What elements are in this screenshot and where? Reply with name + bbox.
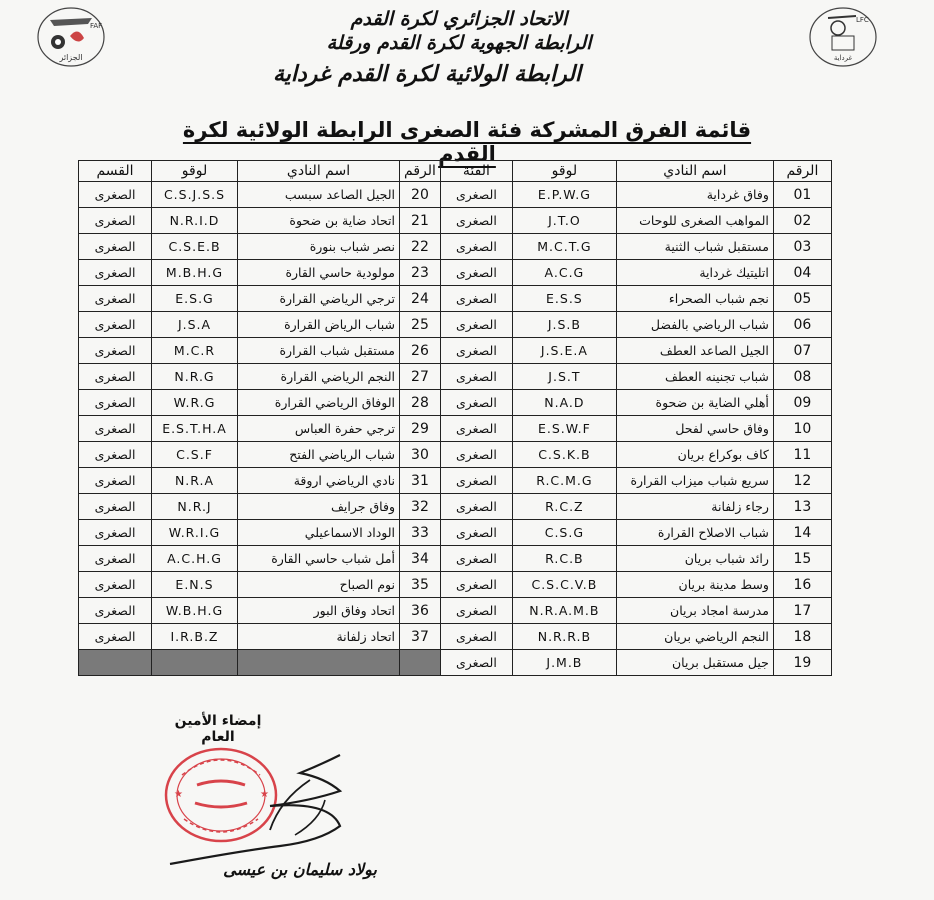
team-number: 14 <box>773 520 831 546</box>
club-category: الصغرى <box>440 572 512 598</box>
club-code: J.S.B <box>512 312 616 338</box>
table-row <box>79 338 832 364</box>
club-division: الصغرى <box>79 546 152 572</box>
svg-text:★: ★ <box>260 789 269 800</box>
team-number: 01 <box>773 182 831 208</box>
club-name: النجم الرياضي القرارة <box>238 364 400 390</box>
svg-text:FAF: FAF <box>90 22 103 30</box>
club-division: الصغرى <box>79 312 152 338</box>
club-division: الصغرى <box>79 208 152 234</box>
team-number: 05 <box>773 286 831 312</box>
club-name: جيل مستقبل بريان <box>616 650 773 676</box>
club-code: N.R.I.D <box>152 208 238 234</box>
team-number: 21 <box>400 208 441 234</box>
club-division: الصغرى <box>79 390 152 416</box>
team-number: 28 <box>400 390 441 416</box>
club-name: كاف بوكراع بريان <box>616 442 773 468</box>
table-row <box>79 234 832 260</box>
team-number: 06 <box>773 312 831 338</box>
team-number: 31 <box>400 468 441 494</box>
club-name: شباب الرياض القرارة <box>238 312 400 338</box>
club-name: ترجي الرياضي القرارة <box>238 286 400 312</box>
club-code: E.P.W.G <box>512 182 616 208</box>
club-code: C.S.E.B <box>152 234 238 260</box>
club-division <box>79 650 152 676</box>
table-row <box>79 208 832 234</box>
club-name <box>238 650 400 676</box>
club-division: الصغرى <box>79 182 152 208</box>
secretary-name: بولاد سليمان بن عيسى <box>223 860 377 879</box>
table-row <box>79 182 832 208</box>
club-category: الصغرى <box>440 364 512 390</box>
club-code: J.S.E.A <box>512 338 616 364</box>
club-name: وفاق حاسي لفحل <box>616 416 773 442</box>
club-name: شباب الاصلاح القرارة <box>616 520 773 546</box>
club-name: الوفاق الرياضي القرارة <box>238 390 400 416</box>
team-number: 08 <box>773 364 831 390</box>
header-division: القسم <box>79 161 152 182</box>
club-category: الصغرى <box>440 234 512 260</box>
club-code: N.R.R.B <box>512 624 616 650</box>
club-category: الصغرى <box>440 260 512 286</box>
club-category: الصغرى <box>440 520 512 546</box>
club-name: اتليتيك غرداية <box>616 260 773 286</box>
club-name: رائد شباب بريان <box>616 546 773 572</box>
club-name: اتحاد زلفانة <box>238 624 400 650</box>
team-number: 29 <box>400 416 441 442</box>
team-number: 26 <box>400 338 441 364</box>
club-category: الصغرى <box>440 494 512 520</box>
club-division: الصغرى <box>79 494 152 520</box>
club-name: أهلي الضاية بن ضحوة <box>616 390 773 416</box>
svg-text:LFC: LFC <box>856 16 869 24</box>
header-regional-league: الرابطة الجهوية لكرة القدم ورقلة <box>326 32 592 54</box>
team-number: 20 <box>400 182 441 208</box>
club-name: نصر شباب بنورة <box>238 234 400 260</box>
table-row <box>79 364 832 390</box>
club-division: الصغرى <box>79 468 152 494</box>
club-code: E.S.W.F <box>512 416 616 442</box>
club-code: N.R.J <box>152 494 238 520</box>
team-number: 13 <box>773 494 831 520</box>
club-category: الصغرى <box>440 442 512 468</box>
team-number: 19 <box>773 650 831 676</box>
team-number: 03 <box>773 234 831 260</box>
club-code: R.C.Z <box>512 494 616 520</box>
club-name: ترجي حفرة العباس <box>238 416 400 442</box>
club-code: J.M.B <box>512 650 616 676</box>
club-code: N.R.G <box>152 364 238 390</box>
club-code: E.S.G <box>152 286 238 312</box>
club-name: مستقبل شباب الثنية <box>616 234 773 260</box>
club-code: E.S.S <box>512 286 616 312</box>
club-code: J.S.A <box>152 312 238 338</box>
header-num: الرقم <box>400 161 441 182</box>
handwritten-signature <box>150 740 360 865</box>
club-category: الصغرى <box>440 208 512 234</box>
club-name: مدرسة امجاد بريان <box>616 598 773 624</box>
club-category: الصغرى <box>440 312 512 338</box>
table-row <box>79 468 832 494</box>
club-code: C.S.G <box>512 520 616 546</box>
table-row <box>79 520 832 546</box>
club-name: الجيل الصاعد العطف <box>616 338 773 364</box>
club-category: الصغرى <box>440 286 512 312</box>
club-division: الصغرى <box>79 260 152 286</box>
club-category: الصغرى <box>440 624 512 650</box>
club-code: C.S.C.V.B <box>512 572 616 598</box>
club-name: مستقبل شباب القرارة <box>238 338 400 364</box>
signature-title: إمضاء الأمين العام <box>174 713 262 745</box>
club-code: N.R.A.M.B <box>512 598 616 624</box>
team-number: 11 <box>773 442 831 468</box>
table-row <box>79 416 832 442</box>
club-code: M.B.H.G <box>152 260 238 286</box>
team-number: 07 <box>773 338 831 364</box>
team-number: 36 <box>400 598 441 624</box>
team-number: 25 <box>400 312 441 338</box>
team-number: 16 <box>773 572 831 598</box>
team-number: 04 <box>773 260 831 286</box>
header-club-name: اسم النادي <box>616 161 773 182</box>
team-number: 10 <box>773 416 831 442</box>
svg-text:★: ★ <box>174 789 183 800</box>
club-division: الصغرى <box>79 234 152 260</box>
header-wilaya-league: الرابطة الولائية لكرة القدم غرداية <box>272 62 582 87</box>
team-number: 33 <box>400 520 441 546</box>
team-number: 24 <box>400 286 441 312</box>
club-name: شباب تجنينه العطف <box>616 364 773 390</box>
table-row <box>79 260 832 286</box>
club-code: R.C.M.G <box>512 468 616 494</box>
club-division: الصغرى <box>79 624 152 650</box>
club-name: مولودية حاسي القارة <box>238 260 400 286</box>
club-category: الصغرى <box>440 546 512 572</box>
club-code: C.S.K.B <box>512 442 616 468</box>
club-division: الصغرى <box>79 416 152 442</box>
club-division: الصغرى <box>79 442 152 468</box>
club-name: نجم شباب الصحراء <box>616 286 773 312</box>
team-number: 32 <box>400 494 441 520</box>
club-code: I.R.B.Z <box>152 624 238 650</box>
club-code: E.S.T.H.A <box>152 416 238 442</box>
team-number: 15 <box>773 546 831 572</box>
club-name: وفاق غرداية <box>616 182 773 208</box>
svg-text:غرداية: غرداية <box>833 54 853 62</box>
team-number <box>400 650 441 676</box>
table-header-row <box>79 161 832 182</box>
club-code: W.R.I.G <box>152 520 238 546</box>
club-name: سريع شباب ميزاب القرارة <box>616 468 773 494</box>
club-category: الصغرى <box>440 650 512 676</box>
club-code: W.R.G <box>152 390 238 416</box>
team-number: 09 <box>773 390 831 416</box>
table-row <box>79 572 832 598</box>
club-category: الصغرى <box>440 338 512 364</box>
club-division: الصغرى <box>79 598 152 624</box>
team-number: 35 <box>400 572 441 598</box>
club-name: أمل شباب حاسي القارة <box>238 546 400 572</box>
document-title: قائمة الفرق المشركة فئة الصغرى الرابطة الولائية لكرة القدم <box>182 118 752 166</box>
team-number: 22 <box>400 234 441 260</box>
header-category: الفئة <box>440 161 512 182</box>
table-row <box>79 312 832 338</box>
header-logo-code: لوقو <box>512 161 616 182</box>
table-row <box>79 286 832 312</box>
team-number: 30 <box>400 442 441 468</box>
club-code: C.S.F <box>152 442 238 468</box>
club-category: الصغرى <box>440 416 512 442</box>
club-name: المواهب الصغرى للوحات <box>616 208 773 234</box>
team-number: 02 <box>773 208 831 234</box>
club-division: الصغرى <box>79 364 152 390</box>
club-code <box>152 650 238 676</box>
club-code: E.N.S <box>152 572 238 598</box>
club-code: A.C.H.G <box>152 546 238 572</box>
team-number: 18 <box>773 624 831 650</box>
team-number: 37 <box>400 624 441 650</box>
header-federation: الاتحاد الجزائري لكرة القدم <box>350 8 568 30</box>
table-row <box>79 494 832 520</box>
table-row <box>79 650 832 676</box>
table-row <box>79 442 832 468</box>
header-logo-code: لوقو <box>152 161 238 182</box>
club-division: الصغرى <box>79 338 152 364</box>
team-number: 27 <box>400 364 441 390</box>
table-row <box>79 624 832 650</box>
club-name: شباب الرياضي الفتح <box>238 442 400 468</box>
table-row <box>79 546 832 572</box>
club-code: N.A.D <box>512 390 616 416</box>
table-row <box>79 390 832 416</box>
club-code: W.B.H.G <box>152 598 238 624</box>
header-club-name: اسم النادي <box>238 161 400 182</box>
club-name: وفاق جرايف <box>238 494 400 520</box>
club-division: الصغرى <box>79 520 152 546</box>
club-name: النجم الرياضي بريان <box>616 624 773 650</box>
team-number: 23 <box>400 260 441 286</box>
club-name: شباب الرياضي بالفضل <box>616 312 773 338</box>
club-category: الصغرى <box>440 598 512 624</box>
club-name: رجاء زلفانة <box>616 494 773 520</box>
club-name: نادي الرياضي اروقة <box>238 468 400 494</box>
club-code: M.C.R <box>152 338 238 364</box>
svg-text:الجزائر: الجزائر <box>59 53 83 62</box>
club-category: الصغرى <box>440 390 512 416</box>
team-number: 12 <box>773 468 831 494</box>
club-category: الصغرى <box>440 468 512 494</box>
club-code: J.S.T <box>512 364 616 390</box>
club-category: الصغرى <box>440 182 512 208</box>
club-name: اتحاد وفاق البور <box>238 598 400 624</box>
club-code: N.R.A <box>152 468 238 494</box>
club-name: اتحاد ضاية بن ضحوة <box>238 208 400 234</box>
team-number: 34 <box>400 546 441 572</box>
club-code: R.C.B <box>512 546 616 572</box>
teams-table <box>78 160 832 676</box>
header-num: الرقم <box>773 161 831 182</box>
club-code: J.T.O <box>512 208 616 234</box>
club-code: C.S.J.S.S <box>152 182 238 208</box>
table-row <box>79 598 832 624</box>
club-name: وسط مدينة بريان <box>616 572 773 598</box>
team-number: 17 <box>773 598 831 624</box>
club-name: الجيل الصاعد سبسب <box>238 182 400 208</box>
club-name: الوداد الاسماعيلي <box>238 520 400 546</box>
club-division: الصغرى <box>79 572 152 598</box>
club-division: الصغرى <box>79 286 152 312</box>
club-name: نوم الصباح <box>238 572 400 598</box>
club-code: M.C.T.G <box>512 234 616 260</box>
club-code: A.C.G <box>512 260 616 286</box>
